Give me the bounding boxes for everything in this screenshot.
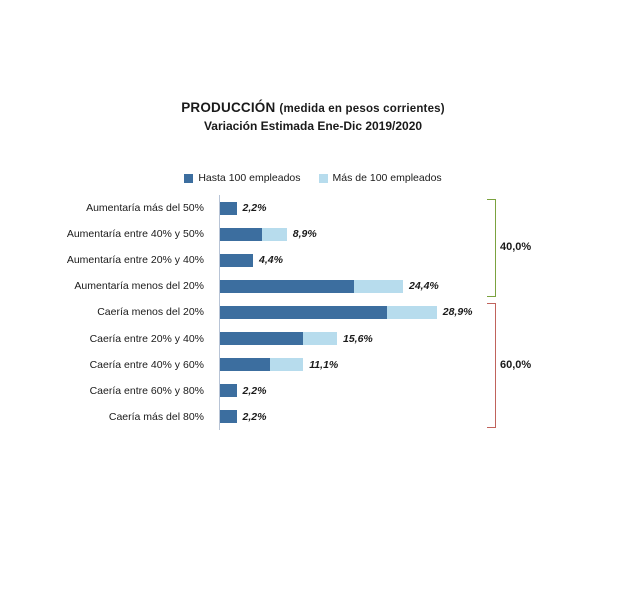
bar-segment — [220, 332, 303, 345]
value-label: 2,2% — [242, 410, 267, 423]
bar-segment — [303, 332, 337, 345]
category-label: Caería menos del 20% — [97, 306, 204, 319]
chart-row — [0, 195, 626, 221]
bar-segment — [220, 306, 387, 319]
bar-segment — [270, 358, 303, 371]
bar-segment — [354, 280, 404, 293]
bar-segment — [262, 228, 287, 241]
category-label: Aumentaría más del 50% — [86, 202, 204, 215]
chart-title — [0, 100, 626, 115]
legend-item-mas-100 — [319, 172, 442, 184]
category-label: Aumentaría entre 20% y 40% — [66, 254, 204, 267]
plot-area — [0, 195, 626, 430]
bar-group — [220, 332, 373, 345]
legend-item-hasta-100 — [184, 172, 300, 184]
chart-row — [0, 247, 626, 273]
bar-segment — [220, 410, 237, 423]
chart-title-block — [0, 100, 626, 133]
chart-row — [0, 352, 626, 378]
bar-group — [220, 384, 266, 397]
value-label: 24,4% — [409, 280, 439, 293]
bar-group — [220, 306, 473, 319]
category-label: Caería entre 60% y 80% — [89, 384, 204, 397]
chart-row — [0, 273, 626, 299]
group-total-label: 60,0% — [500, 358, 532, 371]
category-label: Caería más del 80% — [108, 410, 204, 423]
bar-group — [220, 202, 266, 215]
bar-segment — [220, 202, 237, 215]
legend-swatch-hasta-100 — [184, 174, 193, 183]
value-label: 28,9% — [442, 306, 473, 319]
category-label: Aumentaría entre 40% y 50% — [66, 228, 204, 241]
value-label: 2,2% — [242, 202, 267, 215]
category-label: Caería entre 20% y 40% — [89, 332, 204, 345]
group-bracket — [487, 199, 496, 297]
value-label: 11,1% — [309, 358, 339, 371]
value-label: 2,2% — [242, 384, 267, 397]
bar-segment — [220, 358, 270, 371]
bar-group — [220, 254, 283, 267]
chart-row — [0, 221, 626, 247]
bar-group — [220, 358, 338, 371]
legend-label-mas-100: Más de 100 empleados — [332, 172, 442, 184]
category-label: Caería entre 40% y 60% — [89, 358, 204, 371]
category-label: Aumentaría menos del 20% — [74, 280, 204, 293]
chart-row — [0, 378, 626, 404]
value-label: 8,9% — [292, 228, 317, 241]
bar-segment — [220, 280, 354, 293]
chart-legend — [0, 172, 626, 184]
bar-segment — [220, 254, 253, 267]
legend-swatch-mas-100 — [319, 174, 328, 183]
bar-group — [220, 280, 439, 293]
chart-title-main: PRODUCCIÓN — [181, 100, 276, 115]
legend-label-hasta-100: Hasta 100 empleados — [198, 172, 301, 184]
chart-row — [0, 299, 626, 325]
value-label: 15,6% — [343, 332, 373, 345]
group-total-label: 40,0% — [500, 241, 532, 254]
value-label: 4,4% — [259, 254, 283, 267]
chart-title-note: (medida en pesos corrientes) — [279, 103, 445, 115]
bar-group — [220, 410, 266, 423]
group-bracket — [487, 303, 496, 428]
bar-group — [220, 228, 317, 241]
chart-row — [0, 404, 626, 430]
bar-segment — [220, 384, 237, 397]
bar-segment — [387, 306, 437, 319]
chart-row — [0, 325, 626, 351]
bar-segment — [220, 228, 262, 241]
chart-subtitle: Variación Estimada Ene-Dic 2019/2020 — [203, 119, 423, 133]
